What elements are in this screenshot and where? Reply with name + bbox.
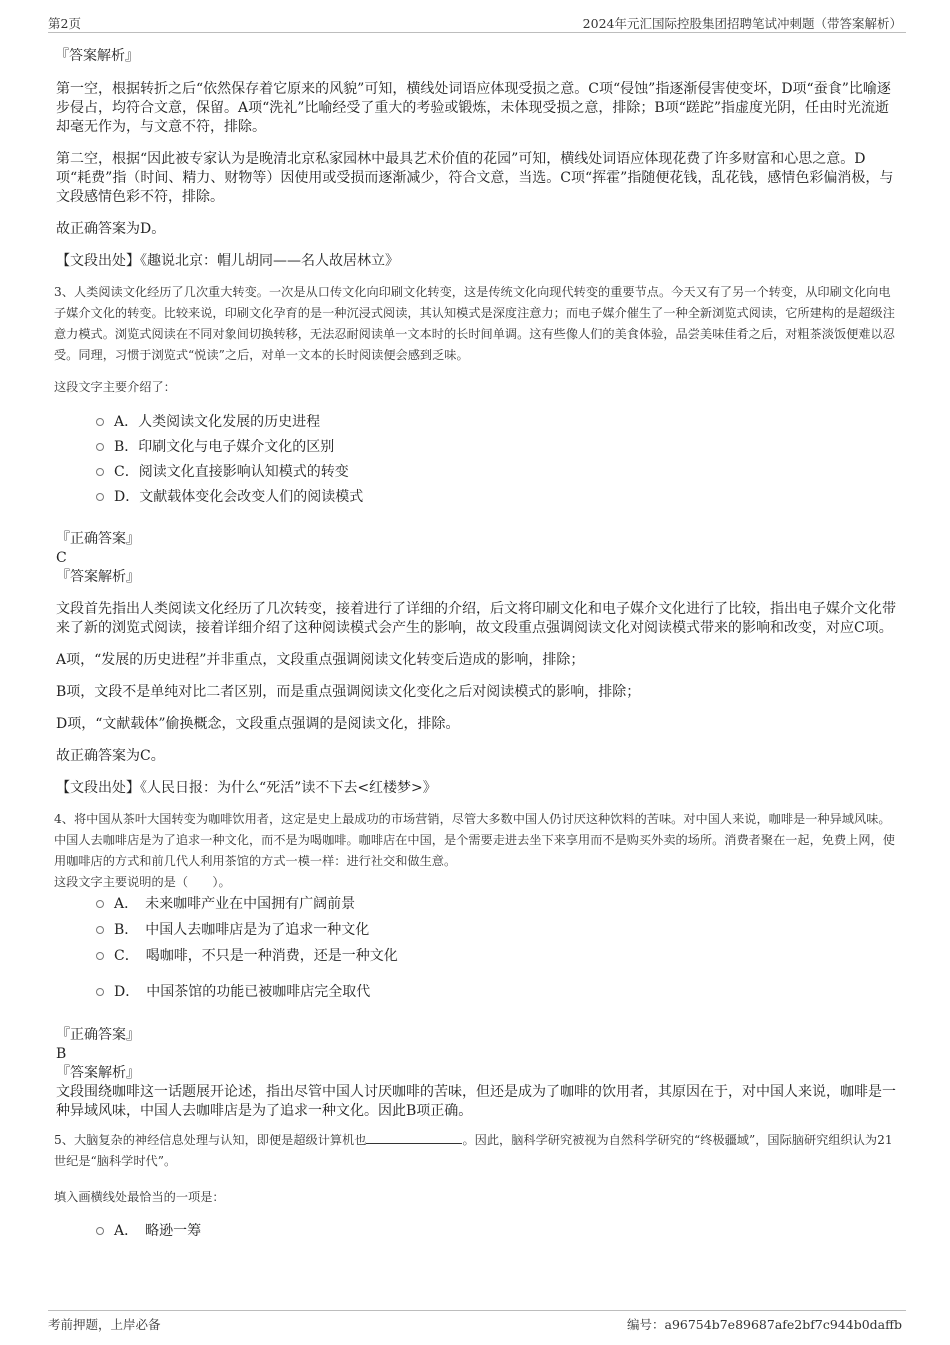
q2-source	[56, 252, 900, 271]
q4-answer-label: 『正确答案』	[56, 1027, 140, 1043]
q4-option-c[interactable]: C． 喝咖啡，不只是一种消费，还是一种文化	[56, 946, 900, 966]
document-title: 2024年元汇国际控股集团招聘笔试冲刺题（带答案解析）	[582, 16, 902, 31]
radio-button-icon[interactable]	[96, 900, 104, 908]
q4-analysis: 文段围绕咖啡这一话题展开论述，指出尽管中国人讨厌咖啡的苦味，但还是成为了咖啡的饮用者，其原因在于，对中国人来说，咖啡是一种异域风味，中国人去咖啡店是为了追求一种文化。因此B项正确。	[56, 1084, 896, 1119]
page-header	[48, 12, 906, 33]
q2-source-text: 《趣说北京：帽儿胡同——名人故居林立》	[140, 253, 399, 269]
q3-analysis-label: 『答案解析』	[56, 569, 140, 585]
q5-stem	[54, 1130, 900, 1172]
q3-conclusion: 故正确答案为C。	[56, 748, 165, 764]
radio-button-icon[interactable]	[96, 952, 104, 960]
page-footer	[48, 1310, 906, 1331]
radio-button-icon[interactable]	[96, 418, 104, 426]
q4-prompt: 这段文字主要说明的是（ ）。	[54, 875, 231, 889]
footer-slogan: 考前押题，上岸必备	[48, 1317, 161, 1332]
q5-prompt: 填入画横线处最恰当的一项是：	[54, 1190, 225, 1204]
fill-blank	[366, 1131, 462, 1144]
q3-source	[56, 779, 900, 798]
q4-stem: 4、将中国从茶叶大国转变为咖啡饮用者，这定是史上最成功的市场营销，尽管大多数中国人仍讨厌这种饮料的苦味。对中国人来说，咖啡是一种异域风味。中国人去咖啡店是为了追求一种文化，而不是为喝咖啡。咖啡店在中国，是个需要走进去坐下来享用而不是购买外卖的场所。消费者聚在一起，免费上网，使用咖啡店的方式和前几代人利用茶馆的方式一模一样：进行社交和做生意。	[54, 812, 895, 868]
q3-source-text: 《人民日报：为什么“死活”读不下去<红楼梦>》	[140, 780, 437, 796]
q2-source-label: 【文段出处】	[56, 253, 140, 269]
q2-analysis-label: 『答案解析』	[55, 48, 139, 64]
q3-note-a: A项，“发展的历史进程”并非重点，文段重点强调阅读文化转变后造成的影响，排除；	[56, 652, 585, 668]
q2-analysis-para2: 第二空，根据“因此被专家认为是晚清北京私家园林中最具艺术价值的花园”可知，横线处词语应体现花费了许多财富和心思之意。D项“耗费”指（时间、精力、财物等）因使用或受损而逐渐减少，符合文意，当选。C项“挥霍”指随便花钱，乱花钱，感情色彩偏消极，与文段感情色彩不符，排除。	[56, 151, 894, 205]
page-content	[56, 47, 900, 1241]
radio-button-icon[interactable]	[96, 926, 104, 934]
q4-answer: B	[56, 1046, 67, 1062]
q3-option-a[interactable]: A．人类阅读文化发展的历史进程	[56, 412, 900, 432]
document-code	[627, 1315, 902, 1333]
q5-stem-before: 5、大脑复杂的神经信息处理与认知，即便是超级计算机也	[54, 1133, 367, 1147]
q3-source-label: 【文段出处】	[56, 780, 140, 796]
q3-prompt: 这段文字主要介绍了：	[54, 380, 176, 394]
q5-option-a[interactable]: A． 略逊一筹	[56, 1221, 900, 1241]
page-number: 第2页	[48, 16, 81, 31]
q5-options	[56, 1221, 900, 1241]
radio-button-icon[interactable]	[96, 1227, 104, 1235]
q3-note-b: B项，文段不是单纯对比二者区别，而是重点强调阅读文化变化之后对阅读模式的影响，排除；	[56, 684, 641, 700]
q5-stem-after: 。因此，脑科学研究被视为自然科学研究的“终极疆域”，国际脑研究组织认为21世纪是“脑科学时代”。	[54, 1133, 893, 1168]
document-code-value: a96754b7e89687afe2bf7c944b0daffb	[664, 1317, 902, 1332]
radio-button-icon[interactable]	[96, 988, 104, 996]
radio-button-icon[interactable]	[96, 443, 104, 451]
radio-button-icon[interactable]	[96, 468, 104, 476]
document-code-label: 编号：	[626, 1317, 665, 1332]
q2-analysis-para1: 第一空，根据转折之后“依然保存着它原来的风貌”可知，横线处词语应体现受损之意。C项“侵蚀”指逐渐侵害使变坏，D项“蚕食”比喻逐步侵占，均符合文意，保留。A项“洗礼”比喻经受了重大的考验或锻炼，未体现受损之意，排除；B项“蹉跎”指虚度光阴，任由时光流逝却毫无作为，与文意不符，排除。	[56, 81, 891, 135]
q2-conclusion: 故正确答案为D。	[56, 221, 166, 237]
q3-option-d[interactable]: D．文献载体变化会改变人们的阅读模式	[56, 487, 900, 507]
q4-analysis-label: 『答案解析』	[56, 1065, 140, 1081]
q3-stem: 3、人类阅读文化经历了几次重大转变。一次是从口传文化向印刷文化转变，这是传统文化向现代转变的重要节点。今天又有了另一个转变，从印刷文化向电子媒介文化的转变。比较来说，印刷文化孕育的是一种沉浸式阅读，其认知模式是深度注意力；而电子媒介催生了一种全新浏览式阅读，它所建构的是超级注意力模式。浏览式阅读在不同对象间切换转移，无法忍耐阅读单一文本时的长时间单调。这有些像人们的美食体验，品尝美味佳肴之后，对粗茶淡饭便难以忍受。同理，习惯于浏览式“悦读”之后，对单一文本的长时阅读便会感到乏味。	[54, 285, 895, 362]
q4-option-d[interactable]: D． 中国茶馆的功能已被咖啡店完全取代	[56, 982, 900, 1002]
q3-option-b[interactable]: B．印刷文化与电子媒介文化的区别	[56, 437, 900, 457]
q4-option-a[interactable]: A． 未来咖啡产业在中国拥有广阔前景	[56, 894, 900, 914]
q4-option-b[interactable]: B． 中国人去咖啡店是为了追求一种文化	[56, 920, 900, 940]
q3-options	[56, 412, 900, 507]
q3-answer-label: 『正确答案』	[56, 531, 140, 547]
q3-option-c[interactable]: C．阅读文化直接影响认知模式的转变	[56, 462, 900, 482]
q4-options	[56, 894, 900, 1002]
radio-button-icon[interactable]	[96, 493, 104, 501]
q3-answer: C	[56, 550, 67, 566]
q3-note-d: D项，“文献载体”偷换概念，文段重点强调的是阅读文化，排除。	[56, 716, 460, 732]
q3-analysis: 文段首先指出人类阅读文化经历了几次转变，接着进行了详细的介绍，后文将印刷文化和电子媒介文化进行了比较，指出电子媒介文化带来了新的浏览式阅读，接着详细介绍了这种阅读模式会产生的影响，故文段重点强调阅读文化对阅读模式带来的影响和改变，对应C项。	[56, 601, 896, 636]
